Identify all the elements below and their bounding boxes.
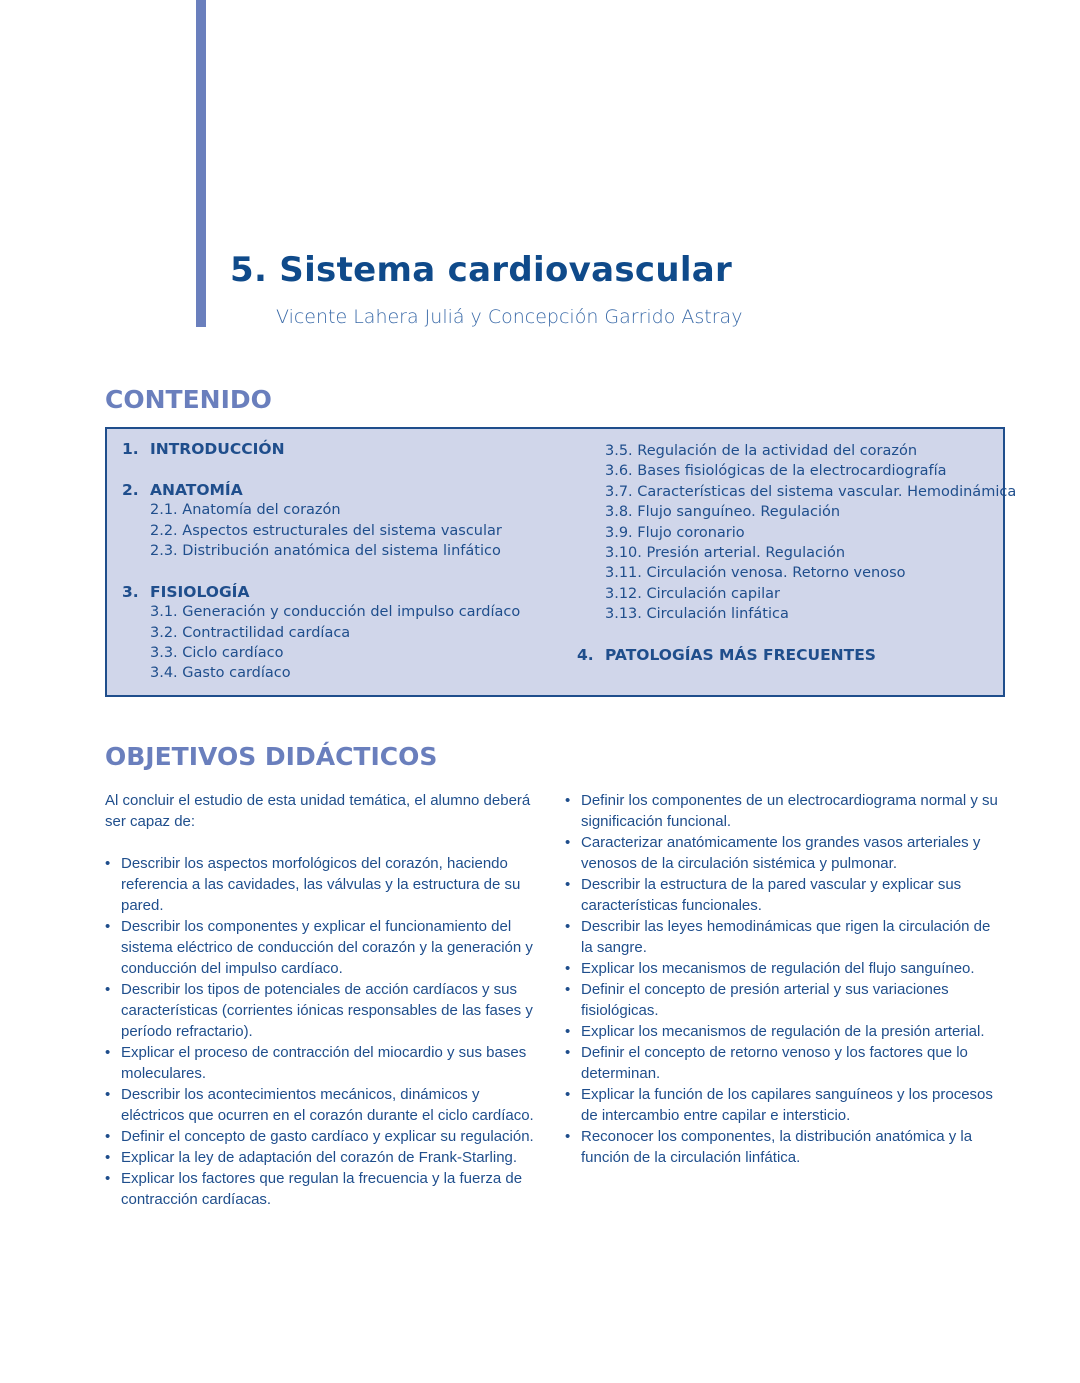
objective-item (565, 832, 1005, 874)
bullet-icon: • (565, 834, 571, 851)
objective-item (565, 916, 1005, 958)
toc-subsection: 2.3. Distribución anatómica del sistema linfático (150, 542, 501, 559)
toc-subsection: 3.10. Presión arterial. Regulación (605, 544, 846, 561)
bullet-icon: • (105, 855, 111, 872)
bullet-icon: • (565, 1023, 571, 1040)
bullet-icon: • (565, 876, 571, 893)
objective-text: Definir el concepto de gasto cardíaco y explicar su regulación. (121, 1128, 534, 1145)
toc-subsection: 2.2. Aspectos estructurales del sistema vascular (150, 522, 502, 539)
objective-item (565, 874, 1005, 916)
toc-spacer (577, 625, 1016, 645)
objective-item (105, 853, 545, 916)
objective-item (105, 916, 545, 979)
toc-subsection: 3.7. Características del sistema vascular. Hemodinámica (605, 483, 1017, 500)
objective-item (565, 1042, 1005, 1084)
toc-section-label: INTRODUCCIÓN (150, 440, 285, 458)
bullet-icon: • (565, 981, 571, 998)
objectives-list-left (105, 853, 545, 1210)
bullet-icon: • (105, 1086, 111, 1103)
objective-item (565, 790, 1005, 832)
bullet-icon: • (565, 792, 571, 809)
toc-subsection: 3.4. Gasto cardíaco (150, 665, 291, 682)
toc-subsection: 3.9. Flujo coronario (605, 524, 745, 541)
bullet-icon: • (105, 1149, 111, 1166)
toc-spacer (122, 459, 520, 479)
bullet-icon: • (105, 918, 111, 935)
toc-left-column (122, 439, 520, 684)
toc-section-number: 3. (122, 582, 139, 601)
objective-text: Describir las leyes hemodinámicas que rigen la circulación de la sangre. (581, 918, 991, 956)
objective-text: Explicar los mecanismos de regulación de la presión arterial. (581, 1023, 985, 1040)
toc-section-label: FISIOLOGÍA (150, 582, 250, 601)
toc-section-number: 1. (122, 440, 139, 458)
objective-item (565, 1126, 1005, 1168)
bullet-icon: • (105, 1044, 111, 1061)
objective-item (105, 979, 545, 1042)
objective-text: Explicar el proceso de contracción del miocardio y sus bases moleculares. (121, 1044, 527, 1082)
objective-text: Definir los componentes de un electrocardiograma normal y su significación funcional. (581, 792, 998, 830)
chapter-authors: Vicente Lahera Juliá y Concepción Garrido Astray (276, 306, 743, 328)
objective-text: Explicar los mecanismos de regulación del flujo sanguíneo. (581, 960, 975, 977)
bullet-icon: • (565, 918, 571, 935)
objectives-heading: OBJETIVOS DIDÁCTICOS (105, 742, 438, 771)
objective-item (565, 1021, 1005, 1042)
contents-heading: CONTENIDO (105, 385, 272, 414)
bullet-icon: • (105, 1128, 111, 1145)
objective-text: Describir la estructura de la pared vascular y explicar sus características funcionales. (581, 876, 962, 914)
objective-text: Caracterizar anatómicamente los grandes vasos arteriales y venosos de la circulación sistémica y pulmonar. (581, 834, 981, 872)
chapter-accent-bar (196, 0, 206, 327)
objectives-list-right (565, 790, 1005, 1168)
table-of-contents-box (105, 427, 1017, 697)
objective-text: Explicar la función de los capilares sanguíneos y los procesos de intercambio entre capilar e intersticio. (581, 1086, 993, 1124)
objective-text: Explicar la ley de adaptación del corazón de Frank-Starling. (121, 1149, 518, 1166)
toc-subsection: 3.1. Generación y conducción del impulso cardíaco (150, 604, 521, 621)
toc-subsection: 3.13. Circulación linfática (605, 606, 789, 623)
toc-subsection: 3.6. Bases fisiológicas de la electrocardiografía (605, 463, 947, 480)
toc-subsection: 3.2. Contractilidad cardíaca (150, 624, 351, 641)
toc-section (577, 645, 1016, 665)
toc-subsection: 3.8. Flujo sanguíneo. Regulación (605, 504, 841, 521)
bullet-icon: • (565, 1044, 571, 1061)
toc-subsection: 2.1. Anatomía del corazón (150, 502, 341, 519)
toc-section (122, 439, 520, 459)
toc-section-number: 4. (577, 645, 594, 664)
toc-spacer (122, 561, 520, 581)
objective-item (105, 1042, 545, 1084)
objectives-right-column (565, 790, 1005, 1168)
toc-subsection: 3.3. Ciclo cardíaco (150, 644, 284, 661)
toc-section (122, 582, 520, 602)
bullet-icon: • (565, 1128, 571, 1145)
toc-subsection: 3.11. Circulación venosa. Retorno venoso (605, 565, 906, 582)
objective-text: Reconocer los componentes, la distribución anatómica y la función de la circulación linfática. (581, 1128, 973, 1166)
toc-right-column (577, 441, 1016, 665)
bullet-icon: • (565, 1086, 571, 1103)
objective-text: Describir los tipos de potenciales de acción cardíacos y sus características (corrientes iónicas responsables de las fases y período refractario). (121, 981, 533, 1040)
toc-subsection: 3.5. Regulación de la actividad del corazón (605, 443, 918, 459)
objective-text: Definir el concepto de retorno venoso y los factores que lo determinan. (581, 1044, 968, 1082)
objective-item (565, 958, 1005, 979)
objective-text: Explicar los factores que regulan la frecuencia y la fuerza de contracción cardíacas. (121, 1170, 523, 1208)
toc-section-number: 2. (122, 480, 139, 499)
toc-section (122, 480, 520, 500)
bullet-icon: • (105, 1170, 111, 1187)
objectives-left-column (105, 790, 545, 1210)
objective-item (565, 979, 1005, 1021)
toc-subsection: 3.12. Circulación capilar (605, 585, 781, 602)
objective-text: Describir los componentes y explicar el funcionamiento del sistema eléctrico de conducción del corazón y la generación y conducción del impulso cardíaco. (121, 918, 533, 977)
toc-section-label: ANATOMÍA (150, 480, 243, 499)
objective-item (105, 1126, 545, 1147)
objective-item (105, 1168, 545, 1210)
objective-item (105, 1147, 545, 1168)
bullet-icon: • (565, 960, 571, 977)
bullet-icon: • (105, 981, 111, 998)
chapter-title: 5. Sistema cardiovascular (230, 250, 733, 290)
objective-text: Describir los aspectos morfológicos del corazón, haciendo referencia a las cavidades, las válvulas y la estructura de su pared. (121, 855, 521, 914)
objective-item (105, 1084, 545, 1126)
objectives-intro: Al concluir el estudio de esta unidad temática, el alumno deberá ser capaz de: (105, 792, 531, 830)
toc-section-label: PATOLOGÍAS MÁS FRECUENTES (605, 645, 876, 664)
objective-text: Describir los acontecimientos mecánicos, dinámicos y eléctricos que ocurren en el corazón durante el ciclo cardíaco. (121, 1086, 534, 1124)
objective-item (565, 1084, 1005, 1126)
objective-text: Definir el concepto de presión arterial y sus variaciones fisiológicas. (581, 981, 949, 1019)
